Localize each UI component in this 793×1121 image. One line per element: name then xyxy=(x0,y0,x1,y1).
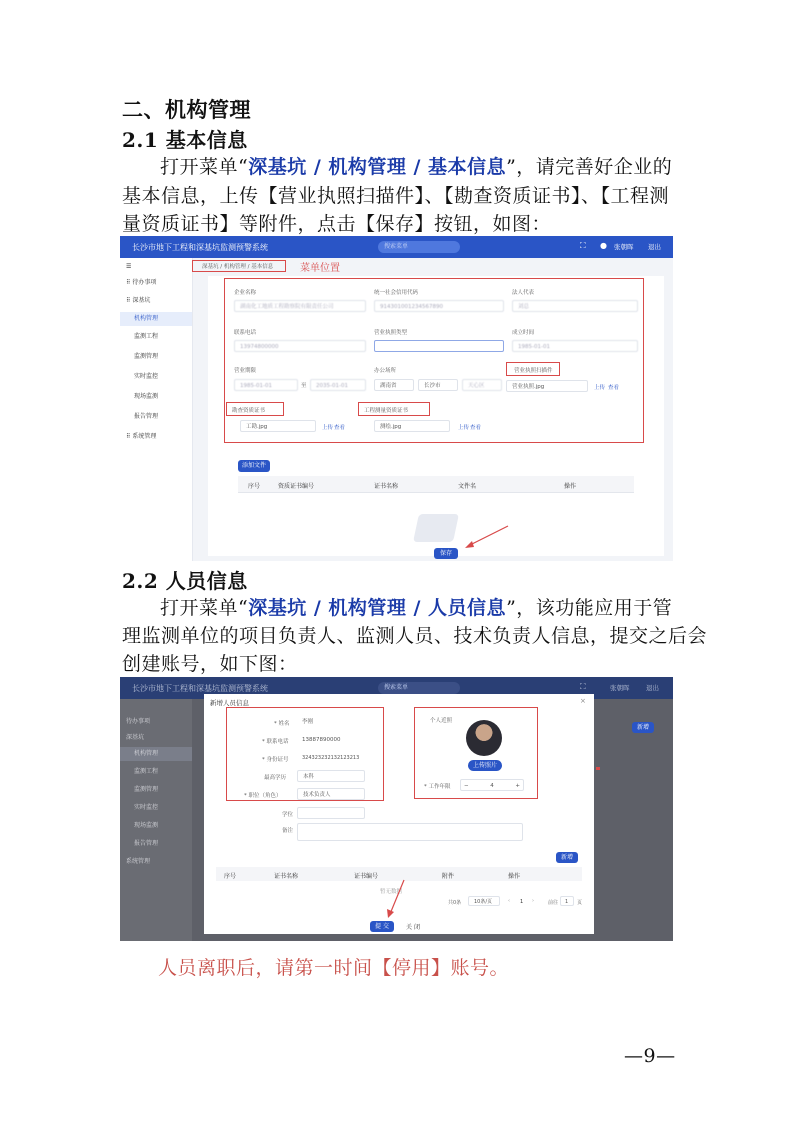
photo-label: 个人近照 xyxy=(430,718,453,724)
menu-search-input[interactable]: 搜索菜单 xyxy=(378,682,460,694)
measure-upload-link[interactable]: 上传 xyxy=(458,425,470,431)
paragraph-2-1-line1 xyxy=(160,151,672,183)
grid-icon: ⠿ xyxy=(126,297,133,304)
post-label: * 职位（角色） xyxy=(244,793,282,799)
paragraph-prefix: 打开菜单“ xyxy=(160,597,249,619)
logout-link[interactable]: 退出 xyxy=(648,243,661,251)
phone-input[interactable]: 13974800000 xyxy=(234,340,366,352)
sidebar-item-project[interactable]: 监测工程 xyxy=(134,768,159,775)
remark-textarea[interactable] xyxy=(297,823,523,841)
modal-title: 新增人员信息 xyxy=(210,699,249,707)
pager-size-select[interactable]: 10条/页 xyxy=(468,896,500,906)
outer-add-button[interactable]: 新增 xyxy=(632,722,654,733)
app-topbar xyxy=(120,236,673,258)
years-stepper[interactable] xyxy=(460,779,524,791)
grid-icon: ⠿ xyxy=(126,433,133,440)
sidebar-item-system[interactable]: ⠿ 系统管理 xyxy=(126,433,157,440)
col-action: 操作 xyxy=(564,483,577,490)
pager-total: 共0条 xyxy=(448,900,462,906)
col-cert-name: 证书名称 xyxy=(374,483,399,490)
add-cert-button[interactable]: 新增 xyxy=(556,852,578,863)
sidebar-item-org[interactable]: 机构管理 xyxy=(120,747,192,761)
col-attachment: 附件 xyxy=(442,873,455,880)
paragraph-suffix: ”，请完善好企业的 xyxy=(506,156,673,178)
col-action: 操作 xyxy=(508,873,521,880)
breadcrumb: 深基坑 / 机构管理 / 基本信息 xyxy=(202,264,274,270)
upload-photo-button[interactable]: 上传照片 xyxy=(468,760,502,771)
pager-page-unit: 页 xyxy=(577,900,583,906)
sidebar-item-realtime[interactable]: 实时监控 xyxy=(134,373,159,380)
phone-input[interactable]: 13887890000 xyxy=(297,734,365,746)
company-input[interactable]: 湖南化工地质工程勘察院有限责任公司 xyxy=(234,300,366,312)
sidebar-item-system[interactable]: 系统管理 xyxy=(126,858,151,865)
phone-label: 联系电话 xyxy=(234,330,257,336)
col-index: 序号 xyxy=(224,873,237,880)
paragraph-prefix: 打开菜单“ xyxy=(160,156,249,178)
sidebar-item-field[interactable]: 现场监测 xyxy=(134,822,159,829)
col-cert-no: 资质证书编号 xyxy=(278,483,315,490)
close-button[interactable]: 关 闭 xyxy=(406,924,420,931)
menu-path: 深基坑 / 机构管理 / 基本信息 xyxy=(248,156,507,178)
red-side-mark xyxy=(596,767,600,770)
breadcrumb-highlight xyxy=(192,260,286,272)
menu-search-input[interactable]: 搜索菜单 xyxy=(378,241,460,253)
grid-icon: ⠿ xyxy=(126,279,133,286)
heading-2-1: 2.1 基本信息 xyxy=(122,128,248,152)
sidebar xyxy=(120,699,192,941)
term-end-input[interactable]: 2035-01-01 xyxy=(310,379,366,391)
sidebar-item-monitor[interactable]: 监测管理 xyxy=(134,353,159,360)
province-select[interactable]: 湖南省 xyxy=(374,379,414,391)
remark-label: 备注 xyxy=(282,828,294,834)
no-data-text: 暂无数据 xyxy=(380,889,403,895)
empty-illustration xyxy=(413,514,459,542)
license-type-input[interactable] xyxy=(374,340,504,352)
sidebar-item-todo[interactable]: 待办事项 xyxy=(126,718,151,725)
paragraph-suffix: ”，该功能应用于管 xyxy=(506,597,673,619)
paragraph-2-2-line2: 理监测单位的项目负责人、监测人员、技术负责人信息，提交之后会 xyxy=(122,625,708,647)
col-file-name: 文件名 xyxy=(458,483,477,490)
license-scan-highlight xyxy=(506,362,560,376)
sidebar-item-org[interactable]: 机构管理 xyxy=(120,312,192,326)
col-cert-name: 证书名称 xyxy=(274,873,299,880)
add-file-button[interactable]: 添加文件 xyxy=(238,460,270,472)
save-arrow xyxy=(462,522,512,552)
user-name[interactable]: 张朝晖 xyxy=(610,684,630,692)
survey-upload-link[interactable]: 上传 xyxy=(322,425,334,431)
term-label: 营业期限 xyxy=(234,368,257,374)
close-icon[interactable]: × xyxy=(580,697,586,705)
years-label: * 工作年限 xyxy=(424,784,451,790)
sidebar-item-realtime[interactable]: 实时监控 xyxy=(134,804,159,811)
pager-next-icon[interactable]: › xyxy=(532,898,534,904)
logout-link[interactable]: 退出 xyxy=(646,684,659,692)
save-button[interactable]: 保存 xyxy=(434,548,458,559)
office-label: 办公场所 xyxy=(374,368,397,374)
name-label: * 姓名 xyxy=(274,721,290,727)
measure-cert-label: 工程测量资质证书 xyxy=(364,408,409,414)
sidebar-item-monitor[interactable]: 监测管理 xyxy=(134,786,159,793)
education-select[interactable]: 本科 xyxy=(297,770,365,782)
credit-code-label: 统一社会信用代码 xyxy=(374,290,419,296)
sidebar-item-project[interactable]: 监测工程 xyxy=(134,333,159,340)
col-cert-no: 证书编号 xyxy=(354,873,379,880)
menu-path: 深基坑 / 机构管理 / 人员信息 xyxy=(248,597,507,619)
pager-prev-icon[interactable]: ‹ xyxy=(508,898,510,904)
sidebar-item-pit[interactable]: 深基坑 xyxy=(126,734,145,741)
avatar xyxy=(466,720,502,756)
submit-arrow xyxy=(384,878,408,920)
license-file-input[interactable]: 营业执照.jpg xyxy=(506,380,588,392)
license-scan-label: 营业执照扫描件 xyxy=(514,368,553,374)
col-index: 序号 xyxy=(248,483,261,490)
sidebar-item-report[interactable]: 报告管理 xyxy=(134,413,159,420)
sidebar-item-field[interactable]: 现场监测 xyxy=(134,393,159,400)
survey-cert-label: 勘查资质证书 xyxy=(232,408,266,414)
measure-view-link[interactable]: 查看 xyxy=(470,425,482,431)
resign-note: 人员离职后，请第一时间【停用】账号。 xyxy=(158,957,510,979)
found-date-input[interactable]: 1985-01-01 xyxy=(512,340,638,352)
degree-input[interactable] xyxy=(297,807,365,819)
sidebar-collapse-icon[interactable]: ☰ xyxy=(126,263,132,270)
measure-file-input[interactable]: 测绘.jpg xyxy=(374,420,450,432)
post-select[interactable]: 技术负责人 xyxy=(297,788,365,800)
paragraph-2-1-line3: 量资质证书】等附件，点击【保存】按钮，如图： xyxy=(122,213,552,235)
pager-goto-input[interactable]: 1 xyxy=(560,896,574,906)
sidebar-item-pit[interactable]: ⠿ 深基坑 xyxy=(126,297,151,304)
minus-icon[interactable]: − xyxy=(464,783,469,789)
menu-position-annotation: 菜单位置 xyxy=(300,263,340,274)
fullscreen-icon[interactable]: ⛶ xyxy=(580,241,586,250)
system-title: 长沙市地下工程和深基坑监测预警系统 xyxy=(132,243,268,252)
avatar-icon[interactable]: ● xyxy=(600,241,607,250)
paragraph-2-1-line2: 基本信息，上传【营业执照扫描件】、【勘查资质证书】、【工程测 xyxy=(122,185,670,207)
plus-icon[interactable]: + xyxy=(515,783,520,789)
term-start-input[interactable]: 1985-01-01 xyxy=(234,379,298,391)
city-select[interactable]: 长沙市 xyxy=(418,379,458,391)
phone-label: * 联系电话 xyxy=(262,739,289,745)
education-label: 最高学历 xyxy=(264,775,287,781)
company-label: 企业名称 xyxy=(234,290,257,296)
district-select[interactable]: 天心区 xyxy=(462,379,502,391)
add-person-modal xyxy=(204,694,594,934)
years-value: 4 xyxy=(490,783,494,789)
license-upload-link[interactable]: 上传 xyxy=(594,385,606,391)
fullscreen-icon[interactable]: ⛶ xyxy=(580,682,586,691)
license-type-label: 营业执照类型 xyxy=(374,330,408,336)
pager-page[interactable]: 1 xyxy=(520,899,524,905)
system-title: 长沙市地下工程和深基坑监测预警系统 xyxy=(132,684,268,693)
screenshot-personnel xyxy=(120,677,673,941)
screenshot-basic-info xyxy=(120,236,673,561)
submit-button[interactable]: 提 交 xyxy=(370,921,394,932)
heading-2-2: 2.2 人员信息 xyxy=(122,569,248,593)
section-title: 二、机构管理 xyxy=(122,98,251,122)
paragraph-2-2-line3: 创建账号，如下图： xyxy=(122,653,298,675)
id-input[interactable]: 324323232132123213 xyxy=(297,752,365,764)
sidebar-item-todo[interactable]: ⠿ 待办事项 xyxy=(126,279,157,286)
survey-view-link[interactable]: 查看 xyxy=(334,425,346,431)
sidebar xyxy=(120,258,193,561)
legal-rep-input[interactable]: 刘总 xyxy=(512,300,638,312)
credit-code-input[interactable]: 914301001234567890 xyxy=(374,300,504,312)
pager-goto-label: 前往 xyxy=(548,900,559,906)
user-name[interactable]: 张朝晖 xyxy=(614,243,634,251)
term-separator: 至 xyxy=(301,383,307,389)
found-date-label: 成立时间 xyxy=(512,330,535,336)
degree-label: 学位 xyxy=(282,812,294,818)
page-number: —9— xyxy=(624,1045,676,1067)
legal-rep-label: 法人代表 xyxy=(512,290,535,296)
sidebar-item-report[interactable]: 报告管理 xyxy=(134,840,159,847)
name-input[interactable]: 李刚 xyxy=(297,716,365,728)
survey-file-input[interactable]: 工勘.jpg xyxy=(240,420,316,432)
id-label: * 身份证号 xyxy=(262,757,289,763)
license-view-link[interactable]: 查看 xyxy=(608,385,620,391)
